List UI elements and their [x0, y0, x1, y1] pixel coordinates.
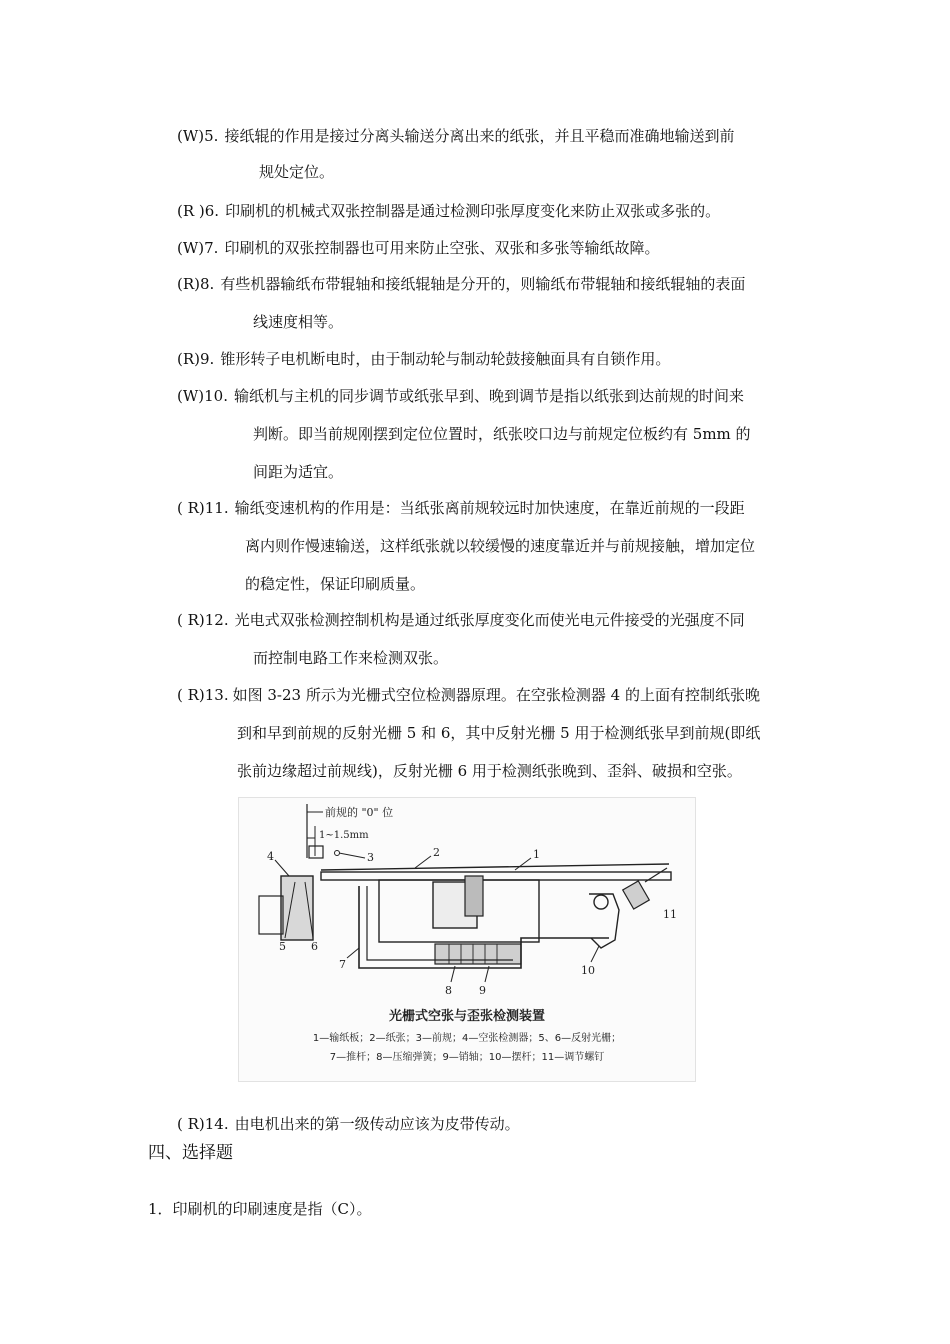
leader-10	[591, 946, 599, 962]
item-mark: ( R)12.	[177, 611, 229, 629]
part-number-5: 5	[279, 940, 286, 953]
judgment-item-14	[177, 1114, 809, 1138]
part-number-3: 3	[367, 851, 374, 864]
part-number-9: 9	[479, 984, 486, 997]
item-mark: (R)9.	[177, 350, 215, 368]
item-text-line: 而控制电路工作来检测双张。	[253, 649, 449, 667]
item-mark: ( R)14.	[177, 1115, 229, 1133]
figure-legend-line-2: 7—推杆；8—压缩弹簧；9—销轴；10—摆杆；11—调节螺钉	[329, 1052, 605, 1063]
judgment-item-12	[177, 610, 809, 670]
item-text-line: 间距为适宜。	[253, 463, 344, 481]
item-mark: (W)10.	[177, 387, 228, 405]
part-number-4: 4	[267, 850, 274, 863]
item-mark: (W)5.	[177, 127, 219, 145]
zero-label: 前规的 "0" 位	[325, 806, 394, 819]
judgment-item-8	[177, 274, 809, 334]
figure-legend-line-1: 1—输纸板；2—纸张；3—前规；4—空张检测器；5、6—反射光栅；	[312, 1033, 622, 1044]
leader-7	[347, 948, 359, 958]
paper-sheet	[321, 864, 669, 870]
figure-title: 光栅式空张与歪张检测装置	[388, 1009, 546, 1024]
part-number-7: 7	[339, 958, 346, 971]
detector-housing	[259, 896, 283, 934]
part-number-1: 1	[533, 848, 540, 861]
leader-2	[415, 856, 431, 868]
item-text-line: 输纸机与主机的同步调节或纸张早到、晚到调节是指以纸张到达前规的时间来	[233, 387, 744, 405]
judgment-item-5	[177, 126, 809, 186]
figure-drawing	[239, 798, 695, 1081]
front-lay	[309, 846, 323, 858]
leader-4	[275, 860, 289, 876]
item-text-line: 的稳定性，保证印刷质量。	[245, 575, 426, 593]
item-mark: (R )6.	[177, 202, 220, 220]
part-number-11: 11	[663, 908, 677, 921]
gap-label: 1~1.5mm	[319, 830, 369, 841]
leader-3	[339, 853, 365, 858]
choice-question-1: 1．印刷机的印刷速度是指（C）。	[148, 1200, 372, 1218]
item-text-line: 如图 3-23 所示为光栅式空位检测器原理。在空张检测器 4 的上面有控制纸张晚	[232, 686, 760, 704]
item-text-line: 印刷机的双张控制器也可用来防止空张、双张和多张等输纸故障。	[224, 239, 660, 257]
item-text-line: 判断。即当前规刚摆到定位位置时，纸张咬口边与前规定位板约有 5mm 的	[253, 425, 751, 443]
judgment-item-11	[177, 498, 809, 598]
item-mark: (R)8.	[177, 275, 215, 293]
part-number-8: 8	[445, 984, 452, 997]
item-text-line: 印刷机的机械式双张控制器是通过检测印张厚度变化来防止双张或多张的。	[225, 202, 721, 220]
feed-board	[321, 872, 671, 880]
rocker-pivot	[594, 895, 608, 909]
empty-sheet-detector	[281, 876, 313, 940]
judgment-item-10	[177, 386, 809, 486]
part-number-6: 6	[311, 940, 318, 953]
item-text-line: 离内则作慢速输送，这样纸张就以较缓慢的速度靠近并与前规接触，增加定位	[245, 537, 756, 555]
item-text-line: 张前边缘超过前规线)，反射光栅 6 用于检测纸张晚到、歪斜、破损和空张。	[237, 762, 742, 780]
item-text-line: 有些机器输纸布带辊轴和接纸辊轴是分开的，则输纸布带辊轴和接纸辊轴的表面	[220, 275, 746, 293]
item-text-line: 线速度相等。	[253, 313, 344, 331]
judgment-item-9	[177, 349, 809, 373]
front-lay-pivot	[335, 851, 340, 856]
part-number-10: 10	[581, 964, 595, 977]
item-mark: (W)7.	[177, 239, 219, 257]
item-text-line: 规处定位。	[259, 163, 335, 181]
center-pin	[465, 876, 483, 916]
judgment-item-13	[177, 685, 809, 785]
section-heading: 四、选择题	[148, 1143, 233, 1163]
item-text-line: 光电式双张检测控制机构是通过纸张厚度变化而使光电元件接受的光强度不同	[234, 611, 745, 629]
item-mark: ( R)11.	[177, 499, 229, 517]
judgment-item-7	[177, 238, 809, 262]
item-text-line: 接纸辊的作用是接过分离头输送分离出来的纸张，并且平稳而准确地输送到前	[224, 127, 735, 145]
item-text-line: 锥形转子电机断电时，由于制动轮与制动轮鼓接触面具有自锁作用。	[220, 350, 671, 368]
judgment-item-6	[177, 201, 809, 225]
item-text-line: 输纸变速机构的作用是：当纸张离前规较远时加快速度，在靠近前规的一段距	[234, 499, 745, 517]
part-number-2: 2	[433, 846, 440, 859]
item-text-line: 到和早到前规的反射光栅 5 和 6，其中反射光栅 5 用于检测纸张早到前规(即纸	[237, 724, 761, 742]
leader-1	[515, 858, 531, 870]
item-mark: ( R)13.	[177, 686, 229, 704]
adjusting-screw	[623, 881, 650, 909]
item-text-line: 由电机出来的第一级传动应该为皮带传动。	[234, 1115, 520, 1133]
detector-figure	[238, 797, 696, 1082]
compression-spring	[435, 944, 521, 964]
